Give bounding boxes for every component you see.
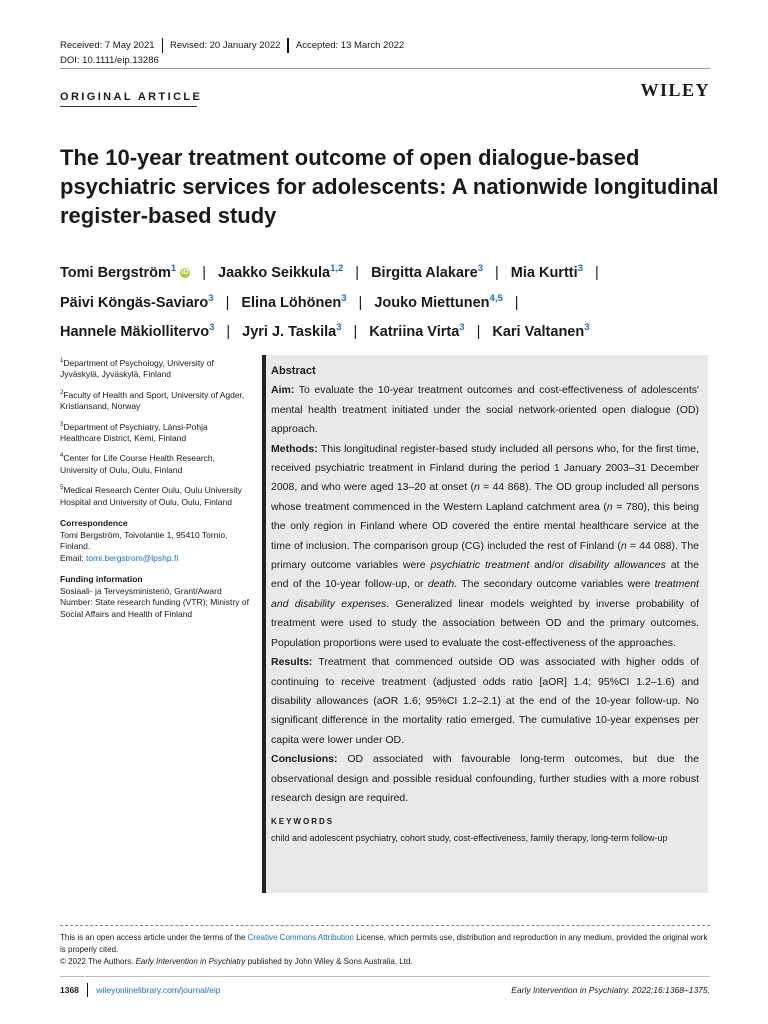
page-number: 1368 [60, 985, 79, 995]
license-footnote: This is an open access article under the terms of the Creative Commons Attribution License, which permits use, distribution and reproduction in any medium, provided the original work is properly cited. © 2022 The Authors. Early Intervention in Psychiatry published by John Wiley & Sons Australia, Ltd. [60, 933, 708, 966]
correspondence-email-line: Email: tomi.bergstrom@lpshp.fi [60, 552, 179, 563]
article-type-underline [60, 106, 197, 107]
doi[interactable]: DOI: 10.1111/eip.13286 [60, 55, 159, 66]
received-date: Received: 7 May 2021 [60, 40, 155, 51]
email-link[interactable]: tomi.bergstrom@lpshp.fi [85, 552, 179, 563]
author[interactable]: Kari Valtanen$^3$ [492, 322, 590, 341]
affiliation: $^1$Department of Psychology, University of Jyväskylä, Jyväskylä, Finland [60, 357, 214, 380]
divider [87, 983, 89, 997]
funding-heading: Funding information [60, 574, 143, 585]
abstract-aim: Aim: To evaluate the 10-year treatment outcomes and cost-effectiveness of adolescents' mental health treatment initiated under the social network-oriented open dialogue (OD) approach. [271, 384, 699, 436]
author[interactable]: Päivi Köngäs-Saviaro$^3$ [60, 292, 214, 311]
revised-date: Revised: 20 January 2022 [170, 40, 281, 51]
abstract-heading: Abstract [271, 365, 316, 377]
author[interactable]: Tomi Bergström$^1$ iD [60, 263, 189, 281]
funding-text: Sosiaali- ja Terveysministeriö, Grant/Award Number: State research funding (VTR); Ministry of Social Affairs and Health of Finland [60, 585, 249, 619]
abstract-accent-bar [262, 355, 266, 893]
abstract-results: Results: Treatment that commenced outside OD was associated with higher odds of continuing to receive treatment (adjusted odds ratio [aOR] 1.4; 95%CI 1.2–1.6) and disability allowances (aOR 1.6; 95%CI 1.2–2.1) at the end of the 10-year follow-up. No significant difference in the mortality ratio emerged. The cumulative 10-year expenses per capita were lower under OD. [271, 656, 699, 746]
keywords: child and adolescent psychiatry, cohort study, cost-effectiveness, family therapy, long-term follow-up [271, 833, 668, 844]
article-dates [60, 38, 404, 53]
author[interactable]: Hannele Mäkiollitervo$^3$ [60, 322, 215, 341]
license-link[interactable]: Creative Commons Attribution [247, 933, 354, 942]
abstract [271, 362, 699, 845]
page-footer [60, 983, 710, 997]
paper-title: The 10-year treatment outcome of open dialogue-based psychiatric services for adolescents: A nationwide longitudinal register-based study [60, 145, 719, 228]
divider [287, 38, 289, 53]
author[interactable]: Jaakko Seikkula$^{1,2}$ [218, 263, 344, 281]
orcid-icon[interactable]: iD [181, 269, 189, 276]
abstract-methods: Methods: This longitudinal register-based study included all persons who, for the first time, received psychiatric treatment in Finland during the period 1 January 2003–31 December 2008, and who were aged 13–20 at onset (n = 44 868). The OD group included all persons whose treatment commenced in the Western Lapland catchment area (n = 780), this being the only region in Finland where OD covered the entire mental healthcare service at the time of inclusion. The comparison group (CG) included the rest of Finland (n = 44 088). The primary outcome variables were psychiatric treatment and/or disability allowances at the end of the 10-year follow-up, or death. The secondary outcome variables were treatment and disability expenses. Generalized linear models weighted by inverse probability of treatment were used to study the association between OD and the primary outcomes. Population proportions were used to evaluate the cost-effectiveness of the approaches. [271, 442, 700, 649]
affiliation: $^4$Center for Life Course Health Research, University of Oulu, Oulu, Finland [60, 453, 215, 475]
author[interactable]: Katriina Virta$^3$ [369, 322, 465, 341]
article-type: ORIGINAL ARTICLE [60, 91, 203, 103]
journal-url[interactable]: wileyonlinelibrary.com/journal/eip [96, 985, 221, 995]
keywords-heading: KEYWORDS [271, 817, 335, 827]
header-divider [60, 68, 710, 69]
divider [162, 38, 164, 53]
author[interactable]: Jyri J. Taskila$^3$ [242, 322, 342, 341]
publisher-logo: WILEY [640, 80, 710, 100]
author[interactable]: Jouko Miettunen$^{4,5}$ [374, 292, 503, 311]
affiliation: $^5$Medical Research Center Oulu, Oulu University Hospital and University of Oulu, Oulu, Finland [60, 485, 242, 507]
author-list: Tomi Bergström$^1$ iD | Jaakko Seikkula$^{1,2}$ | Birgitta Alakare$^3$ | Mia Kurtti$^3$ | Päivi Köngäs-Saviaro$^3$ | Elina Löhönen$^3$ | Jouko Miettunen$^{4,5}$ | Hannele Mäkiollitervo$^3$ | Jyri J. Taskila$^3$ | Katriina Virta$^3$ | Kari Valtanen$^3$ [60, 263, 599, 341]
correspondence-text: Tomi Bergström, Toivolantie 1, 95410 Tornio, Finland. [60, 529, 228, 552]
correspondence-heading: Correspondence [60, 518, 128, 529]
affiliation: $^3$Department of Psychiatry, Länsi-Pohja Healthcare District, Kemi, Finland [60, 421, 208, 443]
author[interactable]: Mia Kurtti$^3$ [510, 263, 583, 281]
sidebar-info [60, 356, 250, 620]
footer-divider [60, 976, 710, 977]
affiliation: $^2$Faculty of Health and Sport, University of Agder, Kristiansand, Norway [60, 389, 245, 412]
accepted-date: Accepted: 13 March 2022 [295, 40, 405, 51]
footnote-divider [60, 925, 710, 926]
abstract-conclusions: Conclusions: OD associated with favourable long-term outcomes, but due the observational design and possible residual confounding, further studies with a more robust research design are required. [271, 753, 699, 804]
citation: Early Intervention in Psychiatry. 2022;16:1368–1375. [511, 985, 710, 995]
author[interactable]: Elina Löhönen$^3$ [241, 292, 347, 311]
author[interactable]: Birgitta Alakare$^3$ [371, 263, 483, 281]
